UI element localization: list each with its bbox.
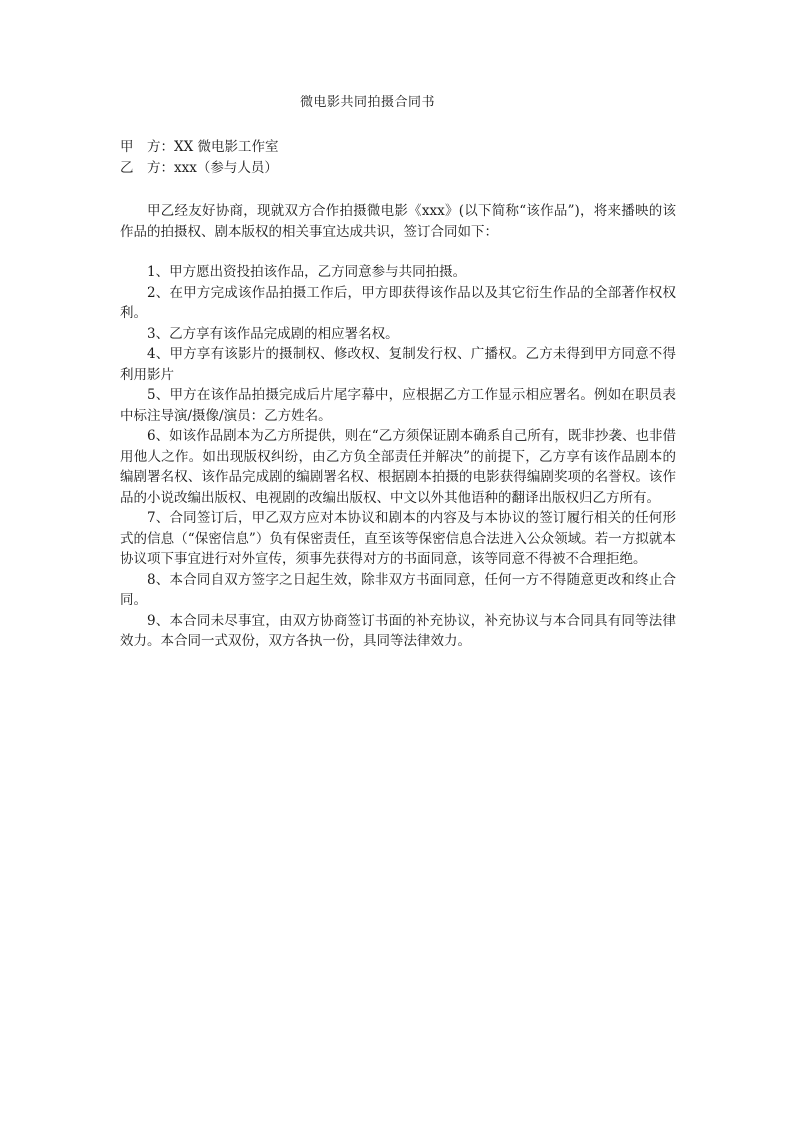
intro-paragraph: 甲乙经友好协商，现就双方合作拍摄微电影《xxx》(以下简称“该作品”)，将来播映的该作品的拍摄权、剧本版权的相关事宜达成共识，签订合同如下： bbox=[120, 203, 676, 240]
party-a-label: 甲 方： bbox=[120, 139, 174, 155]
party-b-value: xxx（参与人员） bbox=[174, 160, 278, 176]
party-b-line bbox=[120, 159, 278, 177]
clause-5: 5、甲方在该作品拍摄完成后片尾字幕中，应根据乙方工作显示相应署名。例如在职员表中标注导演/摄像/演员：乙方姓名。 bbox=[120, 387, 676, 424]
clause-1: 1、甲方愿出资投拍该作品，乙方同意参与共同拍摄。 bbox=[147, 264, 467, 280]
clause-8: 8、本合同自双方签字之日起生效，除非双方书面同意，任何一方不得随意更改和终止合同。 bbox=[120, 571, 676, 608]
clause-2: 2、在甲方完成该作品拍摄工作后，甲方即获得该作品以及其它衍生作品的全部著作权权利。 bbox=[120, 284, 676, 321]
intro-block bbox=[120, 201, 676, 242]
party-a-value: XX 微电影工作室 bbox=[174, 139, 279, 155]
clause-9: 9、本合同未尽事宜，由双方协商签订书面的补充协议，补充协议与本合同具有同等法律效力。本合同一式双份，双方各执一份，具同等法律效力。 bbox=[120, 612, 676, 649]
party-a-line bbox=[120, 138, 279, 156]
clause-6: 6、如该作品剧本为乙方所提供，则在“乙方须保证剧本确系自己所有，既非抄袭、也非借用他人之作。如出现版权纠纷，由乙方负全部责任并解决”的前提下，乙方享有该作品剧本的编剧署名权、该作品完成剧的编剧署名权、根据剧本拍摄的电影获得编剧奖项的名誉权。该作品的小说改编出版权、电视剧的改编出版权、中文以外其他语种的翻译出版权归乙方所有。 bbox=[120, 428, 676, 506]
clause-4: 4、甲方享有该影片的摄制权、修改权、复制发行权、广播权。乙方未得到甲方同意不得利用影片 bbox=[120, 346, 676, 383]
document-title: 微电影共同拍摄合同书 bbox=[300, 95, 436, 110]
clause-7: 7、合同签订后，甲乙双方应对本协议和剧本的内容及与本协议的签订履行相关的任何形式的信息（“保密信息”）负有保密责任，直至该等保密信息合法进入公众领域。若一方拟就本协议项下事宜进行对外宣传，须事先获得对方的书面同意，该等同意不得被不合理拒绝。 bbox=[120, 510, 676, 567]
party-b-label: 乙 方： bbox=[120, 160, 174, 176]
clause-3: 3、乙方享有该作品完成剧的相应署名权。 bbox=[147, 325, 399, 342]
clause-list bbox=[120, 262, 676, 652]
